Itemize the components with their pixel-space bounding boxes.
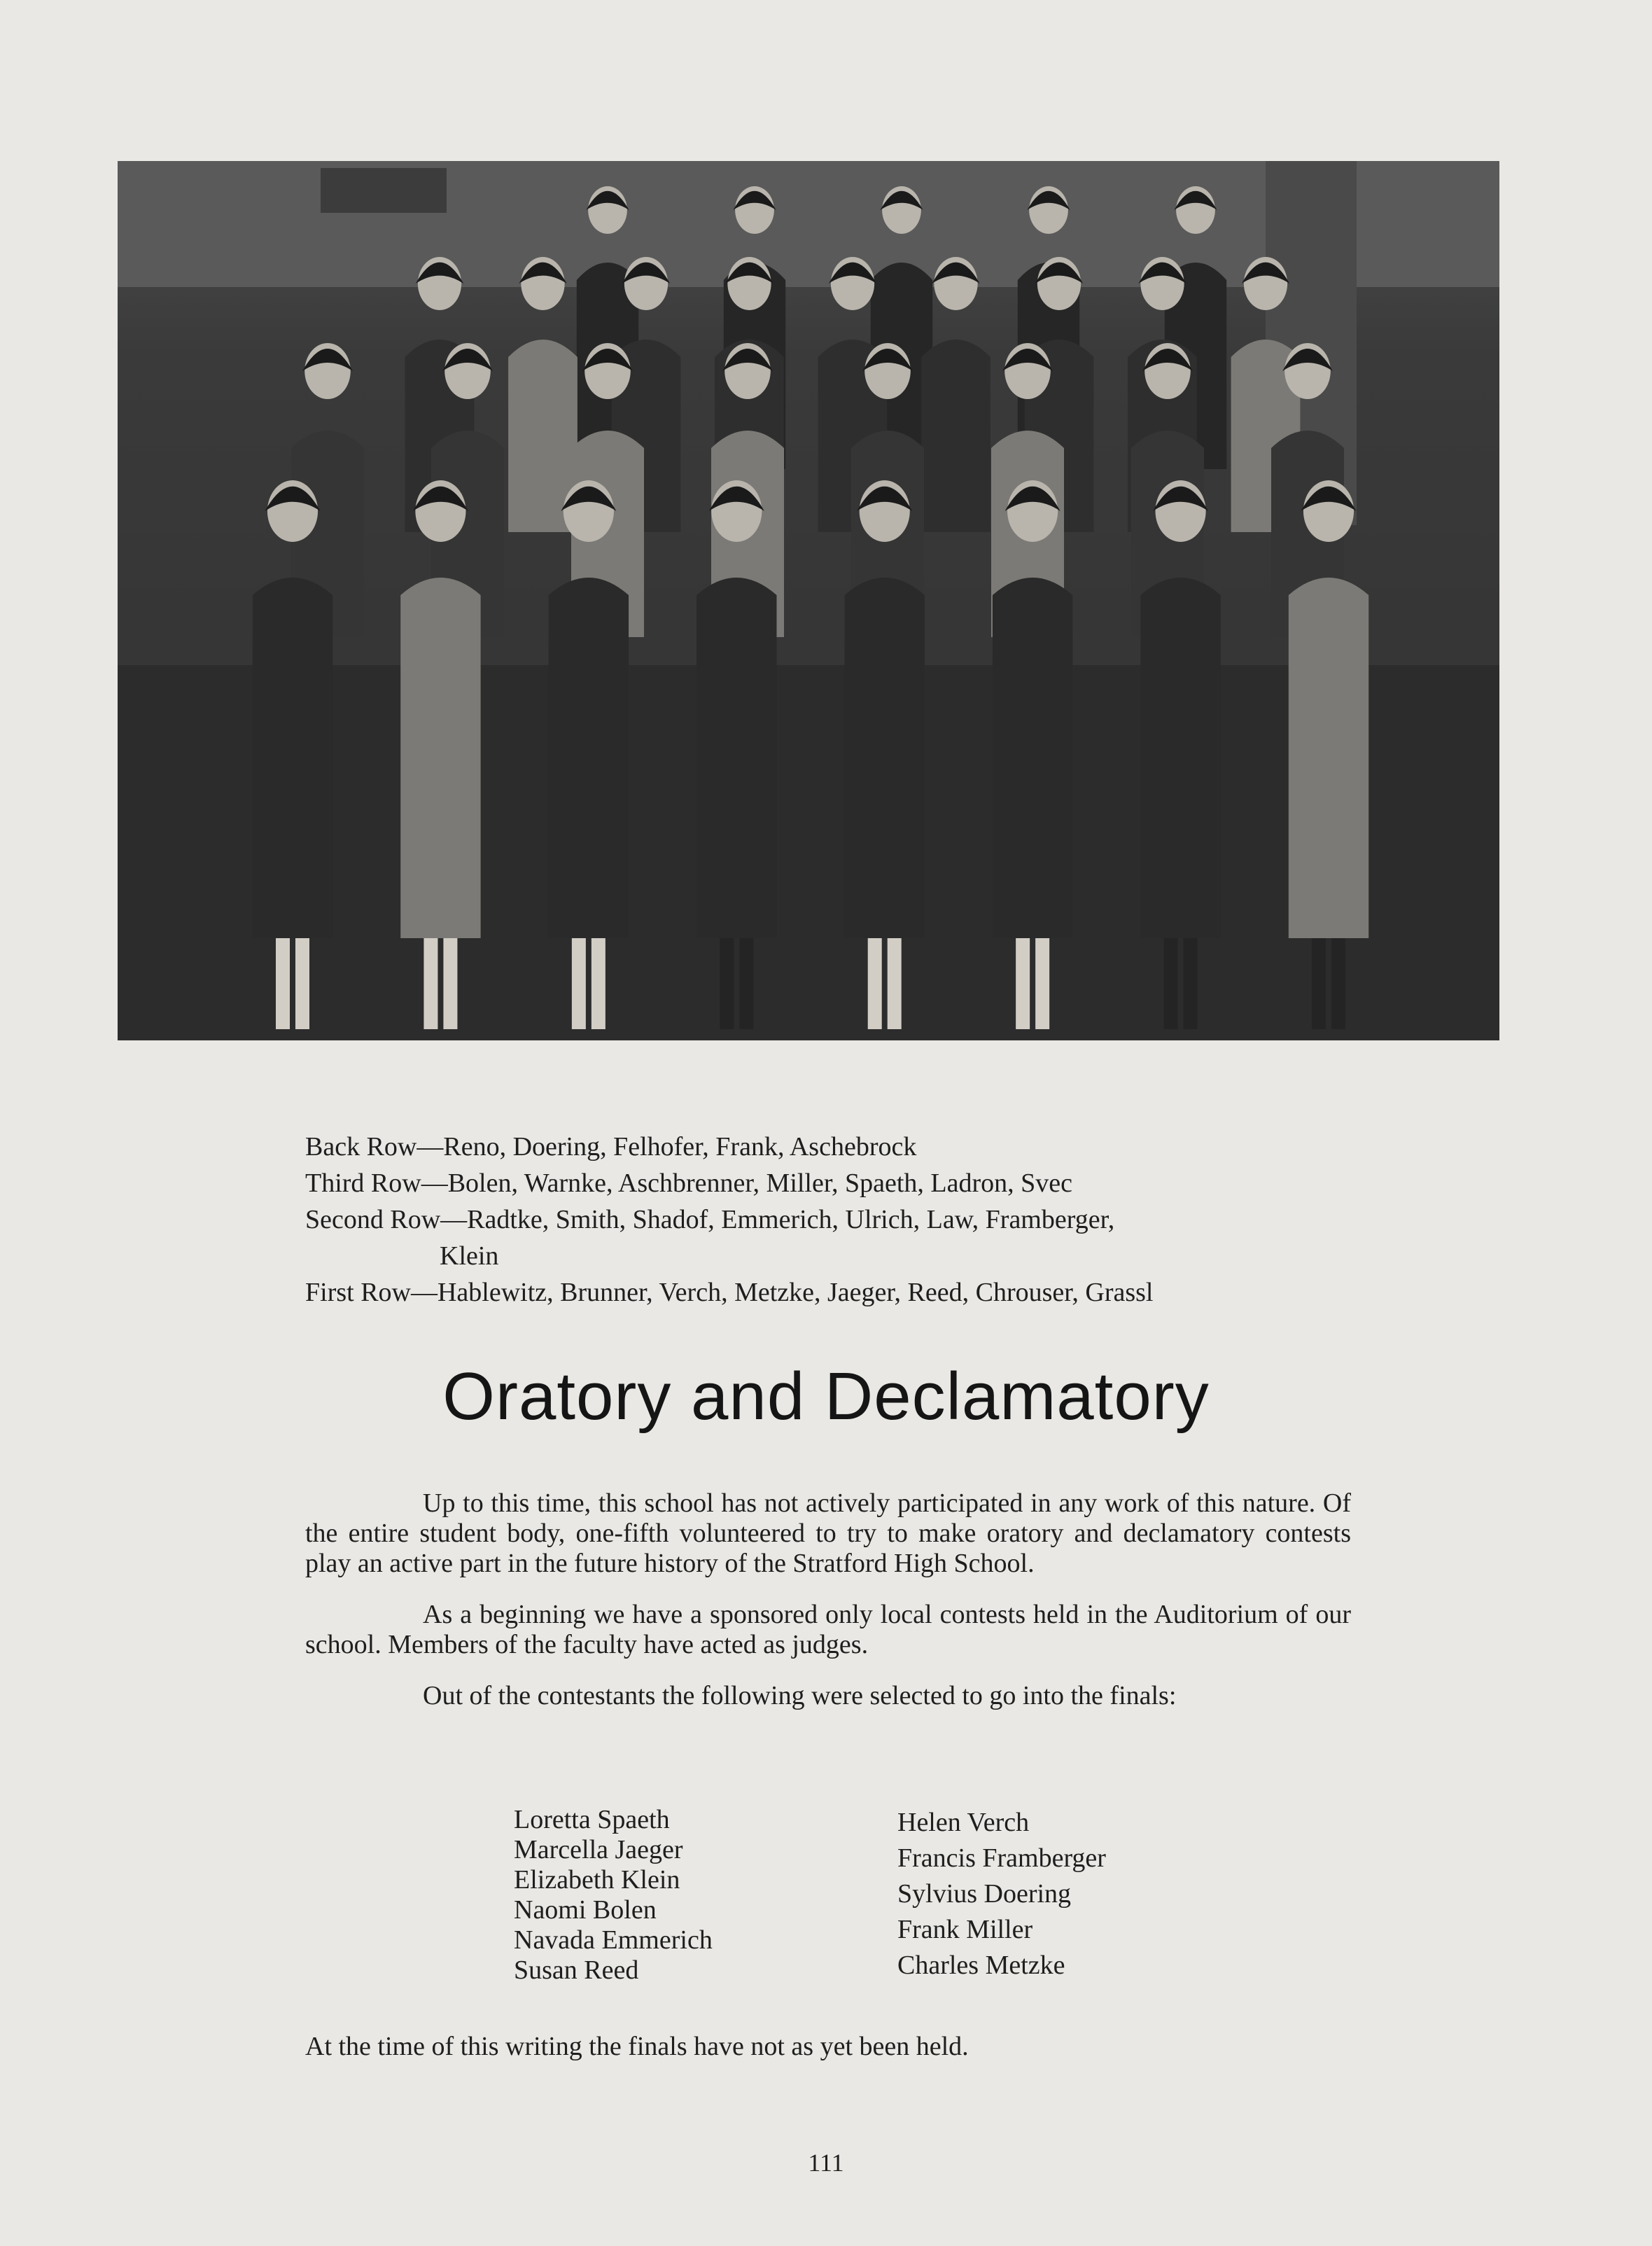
person-leg: [443, 938, 457, 1029]
page-number: 111: [808, 2149, 844, 2177]
person-silhouette: [1289, 578, 1368, 938]
section-title: Oratory and Declamatory: [442, 1359, 1210, 1434]
paragraph: Out of the contestants the following were selected to go into the finals:: [423, 1681, 1177, 1710]
finalists-list-right: [897, 1805, 1106, 1983]
caption-back-row: Back Row—Reno, Doering, Felhofer, Frank, Aschebrock: [305, 1132, 917, 1162]
finalist-name: Helen Verch: [897, 1808, 1030, 1837]
caption-second-row: Second Row—Radtke, Smith, Shadof, Emmerich, Ulrich, Law, Framberger,: [305, 1205, 1115, 1234]
finalist-name: Susan Reed: [514, 1955, 639, 1985]
person-leg: [1312, 938, 1326, 1029]
closing-sentence: At the time of this writing the finals have not as yet been held.: [305, 2032, 969, 2061]
person-leg: [720, 938, 734, 1029]
person-leg: [868, 938, 882, 1029]
person-leg: [739, 938, 753, 1029]
person-leg: [1164, 938, 1178, 1029]
person-silhouette: [993, 578, 1072, 938]
person-silhouette: [921, 340, 990, 532]
person-leg: [1184, 938, 1198, 1029]
photo-caption: [305, 1129, 1355, 1311]
person-leg: [295, 938, 309, 1029]
finalist-name: Elizabeth Klein: [514, 1865, 680, 1895]
person-leg: [592, 938, 606, 1029]
finalist-name: Naomi Bolen: [514, 1895, 657, 1925]
person-silhouette: [1140, 578, 1220, 938]
person-silhouette: [253, 578, 332, 938]
person-silhouette: [696, 578, 776, 938]
caption-third-row: Third Row—Bolen, Warnke, Aschbrenner, Miller, Spaeth, Ladron, Svec: [305, 1169, 1073, 1198]
person-leg: [1035, 938, 1049, 1029]
paragraph: Up to this time, this school has not actively participated in any work of this nature. Of the entire student body, one-fifth volunteered to try to make oratory and declamatory contests play an active part in the future history of the Stratford High School.: [305, 1488, 1351, 1578]
person-leg: [424, 938, 438, 1029]
person-leg: [572, 938, 586, 1029]
paragraph: As a beginning we have a sponsored only local contests held in the Auditorium of our school. Members of the faculty have acted as judges.: [305, 1600, 1351, 1659]
article-body: [305, 1488, 1351, 1732]
group-photograph-illustration: [118, 161, 1499, 1040]
person-silhouette: [400, 578, 480, 938]
finalist-name: Francis Framberger: [897, 1843, 1106, 1873]
finalist-name: Marcella Jaeger: [514, 1835, 683, 1864]
finalist-name: Loretta Spaeth: [514, 1805, 670, 1834]
finalist-name: Charles Metzke: [897, 1951, 1065, 1980]
finalist-name: Frank Miller: [897, 1915, 1033, 1944]
person-silhouette: [549, 578, 629, 938]
caption-second-row-continued: Klein: [440, 1241, 499, 1271]
person-silhouette: [845, 578, 925, 938]
person-leg: [1016, 938, 1030, 1029]
finalists-list-left: [514, 1805, 713, 1986]
finalist-name: Sylvius Doering: [897, 1879, 1072, 1909]
finalist-name: Navada Emmerich: [514, 1925, 713, 1955]
person-leg: [888, 938, 902, 1029]
group-photograph: [118, 161, 1499, 1040]
person-leg: [276, 938, 290, 1029]
caption-first-row: First Row—Hablewitz, Brunner, Verch, Metzke, Jaeger, Reed, Chrouser, Grassl: [305, 1278, 1154, 1307]
person-leg: [1331, 938, 1345, 1029]
